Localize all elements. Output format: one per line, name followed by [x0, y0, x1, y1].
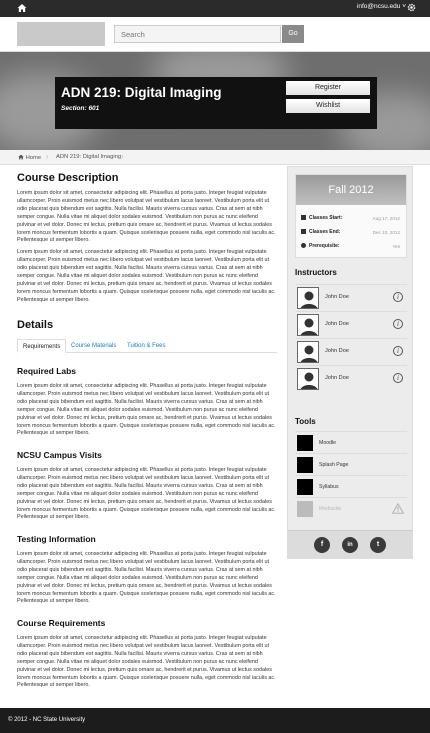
home-icon: [18, 154, 24, 160]
tool-name: Syllabus: [319, 484, 339, 490]
avatar: [297, 287, 319, 309]
site-footer: [0, 708, 430, 733]
account-email: info@ncsu.edu: [356, 3, 401, 10]
avatar: [297, 368, 319, 390]
moodle-icon: [297, 435, 313, 451]
chevron-down-icon: ˅: [402, 3, 406, 10]
instructor-item[interactable]: [295, 311, 407, 337]
tool-syllabus[interactable]: [295, 475, 407, 497]
instructor-name: John Doe: [325, 321, 349, 327]
section-text: Lorem ipsum dolor sit amet, consectetur adipiscing elit. Phasellus at porta justo. Integer feugiat vulputate ullamcorper. Proin euismod metus nec libero volutpat vel vestibulum lacus laoreet. Vestibulum porta elit ut odio placerat quis bibendum est sagittis. Nulla facilisi. Mauris viverra cursus varius. Cras at sem at nibh semper congue. Nulla vitae mi aliquet dolor sodales euismod. Vestibulum non purus ac nunc eleifend pulvinar et vel dolor. Donec mi lectus, pretium quis ornare ac, hendrerit et purus. Vivamus ut lectus sodales lorem moncus fermentum lobortis a quam. Quisque scelerisque posuere nulla, eget commodo nisl iaculis ac. Pellentesque ut semper libero.: [17, 635, 276, 689]
avatar: [297, 341, 319, 363]
splash-page-icon: [297, 457, 313, 473]
info-icon[interactable]: i: [393, 373, 403, 383]
tools-heading: Tools: [295, 417, 316, 426]
section-course-requirements: [17, 618, 277, 694]
section-campus-visits: [17, 450, 277, 526]
classes-start-value: Aug 17, 2012: [372, 216, 400, 221]
site-logo[interactable]: [17, 22, 105, 46]
course-hero: [0, 52, 430, 150]
instructor-name: John Doe: [325, 294, 349, 300]
semester-title: Fall 2012: [296, 175, 406, 205]
home-icon[interactable]: [17, 3, 27, 13]
syllabus-icon: [297, 479, 313, 495]
facebook-icon[interactable]: f: [314, 537, 330, 553]
description-paragraph: Lorem ipsum dolor sit amet, consectetur adipiscing elit. Phasellus at porta justo. Integer feugiat vulputate ullamcorper. Proin euismod metus nec libero volutpat vel vestibulum lacus laoreet. Vestibulum porta elit ut odio placerat quis bibendum est sagittis. Nulla facilisi. Mauris viverra cursus varius. Cras at sem at nibh semper congue. Nulla vitae mi aliquet dolor sodales euismod. Vestibulum non purus ac nunc eleifend pulvinar et vel dolor. Donec mi lectus, pretium quis ornare ac, hendrerit et purus. Vivamus ut lectus sodales lorem moncus fermentum lobortis a quam. Quisque scelerisque posuere nulla, eget commodo nisl iaculis ac. Pellentesque ut semper libero.: [17, 190, 276, 244]
tool-splash-page[interactable]: [295, 453, 407, 475]
info-icon[interactable]: i: [393, 292, 403, 302]
tool-moodle[interactable]: [295, 431, 407, 453]
site-header: [0, 17, 430, 52]
details-heading: Details: [17, 319, 54, 331]
top-bar: [0, 0, 430, 17]
classes-start-label: Classes Start:: [309, 215, 343, 221]
classes-end-value: Dec 10, 2012: [372, 230, 400, 235]
prerequisite-value: Yes: [392, 244, 400, 249]
tab-tuition-fees[interactable]: Tuition & Fees: [127, 343, 166, 349]
breadcrumb-separator-icon: ›: [46, 152, 49, 161]
warning-icon: [392, 503, 404, 514]
classes-end-row: [301, 229, 340, 235]
semester-card: [295, 174, 407, 258]
mediasite-icon: [297, 501, 313, 517]
section-heading: Required Labs: [17, 366, 77, 376]
main-content: [17, 172, 277, 309]
course-section: Section: 601: [61, 105, 100, 112]
section-heading: Course Requirements: [17, 618, 106, 628]
section-heading: NCSU Campus Visits: [17, 450, 102, 460]
course-description-heading: Course Description: [17, 172, 119, 184]
tool-mediasite: [295, 497, 407, 519]
instructor-item[interactable]: [295, 338, 407, 364]
instructors-heading: Instructors: [295, 268, 337, 277]
course-banner: [55, 77, 377, 129]
tool-name: Mediasite: [319, 506, 342, 512]
description-paragraph: Lorem ipsum dolor sit amet, consectetur adipiscing elit. Phasellus at porta justo. Integer feugiat vulputate ullamcorper. Proin euismod metus nec libero volutpat vel vestibulum lacus laoreet. Vestibulum porta elit ut odio placerat quis bibendum est sagittis. Nulla facilisi. Mauris viverra cursus varius. Cras at sem at nibh semper congue. Nulla vitae mi aliquet dolor sodales euismod. Vestibulum non purus ac nunc eleifend pulvinar et vel dolor. Donec mi lectus, pretium quis ornare ac, hendrerit et purus. Vivamus ut lectus sodales lorem moncus fermentum lobortis a quam. Quisque scelerisque posuere nulla, eget commodo nisl iaculis ac. Pellentesque ut semper libero.: [17, 249, 276, 303]
section-required-labs: [17, 366, 277, 442]
breadcrumb-home[interactable]: [18, 154, 41, 161]
section-testing-information: [17, 534, 277, 610]
tab-requirements[interactable]: Requirements: [17, 339, 66, 353]
course-title: ADN 219: Digital Imaging: [61, 85, 222, 100]
classes-start-row: [301, 215, 342, 221]
breadcrumb: [0, 150, 430, 165]
gear-icon[interactable]: [407, 3, 416, 12]
tab-course-materials[interactable]: Course Materials: [71, 343, 117, 349]
section-text: Lorem ipsum dolor sit amet, consectetur adipiscing elit. Phasellus at porta justo. Integer feugiat vulputate ullamcorper. Proin euismod metus nec libero volutpat vel vestibulum lacus laoreet. Vestibulum porta elit ut odio placerat quis bibendum est sagittis. Nulla facilisi. Mauris viverra cursus varius. Cras at sem at nibh semper congue. Nulla vitae mi aliquet dolor sodales euismod. Vestibulum non purus ac nunc eleifend pulvinar et vel dolor. Donec mi lectus, pretium quis ornare ac, hendrerit et purus. Vivamus ut lectus sodales lorem moncus fermentum lobortis a quam. Quisque scelerisque posuere nulla, eget commodo nisl iaculis ac. Pellentesque ut semper libero.: [17, 383, 276, 437]
calendar-icon: [301, 215, 306, 220]
course-sidebar: [287, 166, 413, 559]
info-icon[interactable]: i: [393, 346, 403, 356]
wishlist-button[interactable]: Wishlist: [286, 99, 370, 113]
register-button[interactable]: Register: [286, 81, 370, 95]
section-text: Lorem ipsum dolor sit amet, consectetur adipiscing elit. Phasellus at porta justo. Integer feugiat vulputate ullamcorper. Proin euismod metus nec libero volutpat vel vestibulum lacus laoreet. Vestibulum porta elit ut odio placerat quis bibendum est sagittis. Nulla facilisi. Mauris viverra cursus varius. Cras at sem at nibh semper congue. Nulla vitae mi aliquet dolor sodales euismod. Vestibulum non purus ac nunc eleifend pulvinar et vel dolor. Donec mi lectus, pretium quis ornare ac, hendrerit et purus. Vivamus ut lectus sodales lorem moncus fermentum lobortis a quam. Quisque scelerisque posuere nulla, eget commodo nisl iaculis ac. Pellentesque ut semper libero.: [17, 551, 276, 605]
footer-copyright: © 2012 - NC State University: [8, 717, 86, 723]
prerequisite-row: [301, 243, 340, 249]
avatar: [297, 314, 319, 336]
tool-name: Splash Page: [319, 462, 349, 468]
instructor-item[interactable]: [295, 365, 407, 391]
info-icon[interactable]: i: [393, 319, 403, 329]
instructor-name: John Doe: [325, 375, 349, 381]
section-text: Lorem ipsum dolor sit amet, consectetur adipiscing elit. Phasellus at porta justo. Integer feugiat vulputate ullamcorper. Proin euismod metus nec libero volutpat vel vestibulum lacus laoreet. Vestibulum porta elit ut odio placerat quis bibendum est sagittis. Nulla facilisi. Mauris viverra cursus varius. Cras at sem at nibh semper congue. Nulla vitae mi aliquet dolor sodales euismod. Vestibulum non purus ac nunc eleifend pulvinar et vel dolor. Donec mi lectus, pretium quis ornare ac, hendrerit et purus. Vivamus ut lectus sodales lorem moncus fermentum lobortis a quam. Quisque scelerisque posuere nulla, eget commodo nisl iaculis ac. Pellentesque ut semper libero.: [17, 467, 276, 521]
breadcrumb-home-label: Home: [25, 155, 42, 161]
breadcrumb-separator-icon: ›: [121, 152, 124, 161]
instructor-name: John Doe: [325, 348, 349, 354]
social-links: [288, 530, 412, 558]
section-heading: Testing Information: [17, 534, 96, 544]
details-tabs: [17, 339, 277, 353]
linkedin-icon[interactable]: in: [342, 537, 358, 553]
tool-name: Moodle: [319, 440, 337, 446]
account-menu[interactable]: [357, 3, 406, 10]
classes-end-label: Classes End:: [309, 229, 341, 235]
calendar-icon: [301, 229, 306, 234]
search-input[interactable]: [114, 25, 281, 43]
search-go-button[interactable]: Go: [282, 25, 304, 43]
twitter-icon[interactable]: t: [370, 537, 386, 553]
help-icon: [301, 243, 306, 248]
prerequisite-label: Prerequisite:: [309, 243, 340, 249]
instructor-item[interactable]: [295, 284, 407, 310]
breadcrumb-current[interactable]: ADN 219: Digital Imaging: [56, 154, 122, 160]
